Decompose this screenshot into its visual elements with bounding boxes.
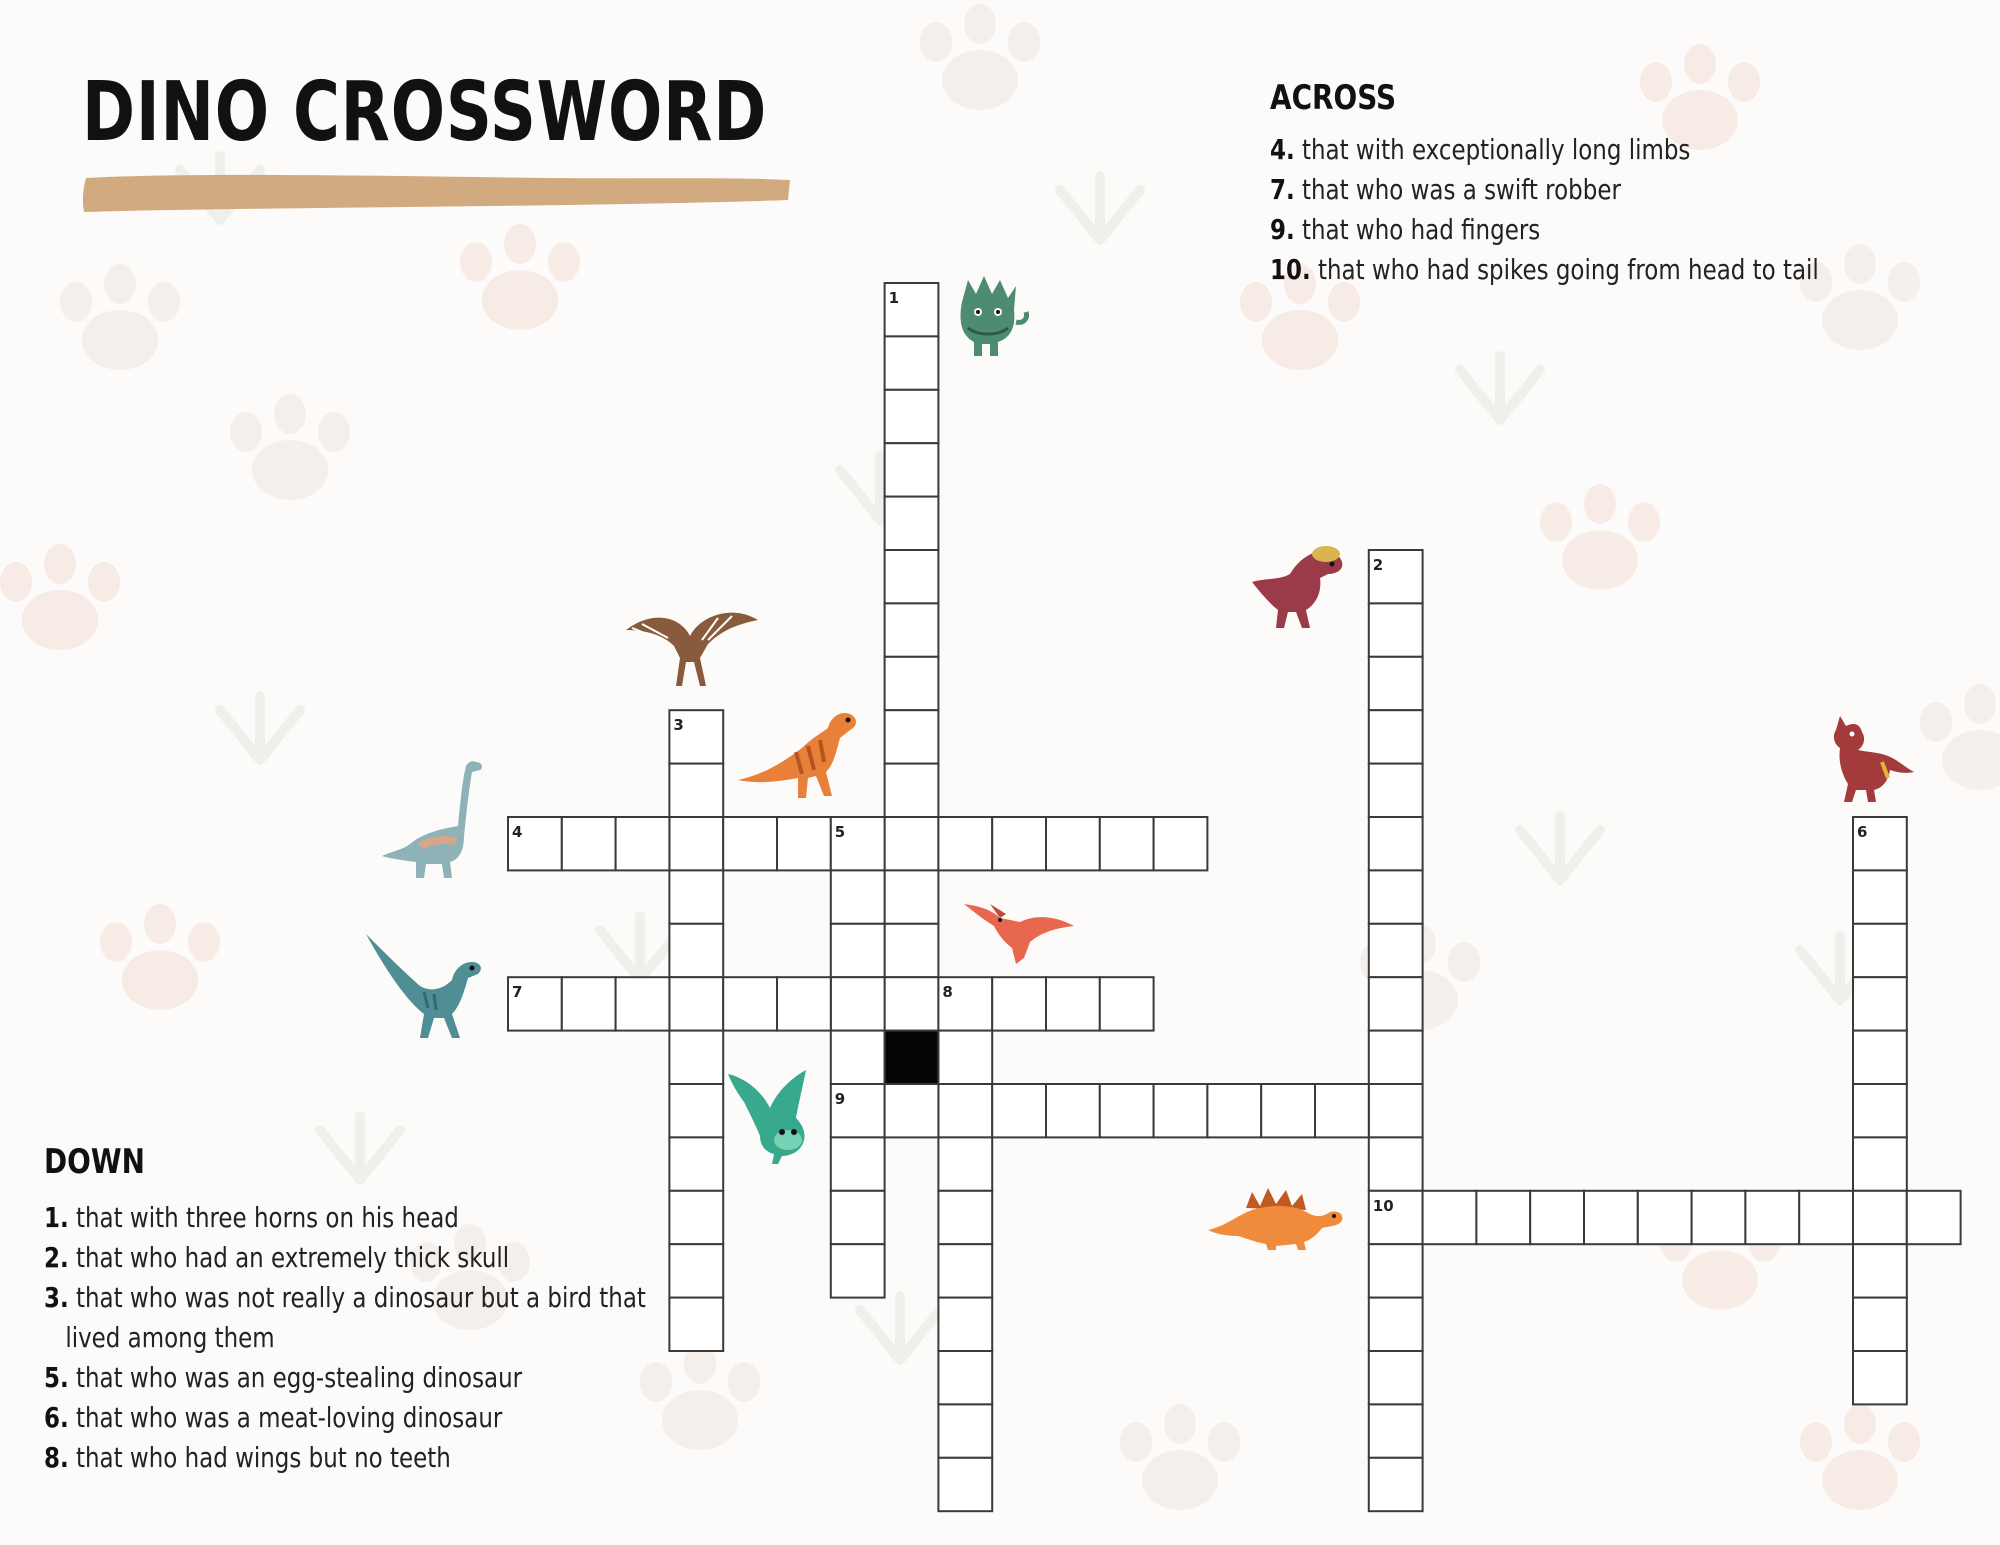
grid-cell[interactable] xyxy=(1100,817,1154,870)
grid-cell[interactable] xyxy=(1584,1191,1638,1244)
grid-cell[interactable] xyxy=(1853,1191,1907,1244)
page-title: DINO CROSSWORD xyxy=(82,65,768,160)
grid-cell[interactable] xyxy=(669,1137,723,1190)
clue-text: that with exceptionally long limbs xyxy=(1302,133,1691,166)
grid-cell[interactable] xyxy=(885,336,939,389)
grid-cell[interactable] xyxy=(1853,1298,1907,1351)
grid-cell[interactable] xyxy=(616,977,670,1030)
clue-number: 7. xyxy=(1270,173,1295,206)
grid-cell[interactable] xyxy=(992,977,1046,1030)
grid-cell[interactable] xyxy=(831,1244,885,1297)
archaeopteryx-icon xyxy=(622,600,762,692)
grid-cell[interactable] xyxy=(1853,1137,1907,1190)
velociraptor-icon xyxy=(364,930,490,1042)
grid-cell[interactable] xyxy=(1369,1404,1423,1457)
grid-cell[interactable] xyxy=(1261,1084,1315,1137)
grid-cell[interactable] xyxy=(1853,1244,1907,1297)
clue-number: 3. xyxy=(44,1281,69,1314)
clue-number: 6. xyxy=(44,1401,69,1434)
grid-cell[interactable] xyxy=(1369,1031,1423,1084)
grid-cell[interactable] xyxy=(616,817,670,870)
grid-cell[interactable] xyxy=(777,977,831,1030)
grid-cell[interactable] xyxy=(562,977,616,1030)
grid-cell[interactable] xyxy=(938,1404,992,1457)
grid-cell[interactable] xyxy=(1853,1351,1907,1404)
grid-cell[interactable] xyxy=(669,870,723,923)
grid-clue-number: 6 xyxy=(1857,823,1868,841)
grid-cell[interactable] xyxy=(938,1031,992,1084)
grid-cell[interactable] xyxy=(885,924,939,977)
grid-cell[interactable] xyxy=(885,550,939,603)
clue-text: that who was a swift robber xyxy=(1302,173,1621,206)
grid-cell[interactable] xyxy=(1369,657,1423,710)
grid-cell[interactable] xyxy=(938,1137,992,1190)
grid-cell[interactable] xyxy=(938,817,992,870)
grid-cell[interactable] xyxy=(1100,977,1154,1030)
clue-text: that with three horns on his head xyxy=(76,1201,459,1234)
grid-cell[interactable] xyxy=(1100,1084,1154,1137)
clue-text: that who was not really a dinosaur but a bird that xyxy=(76,1281,646,1314)
grid-cell[interactable] xyxy=(1369,710,1423,763)
grid-cell[interactable] xyxy=(669,1191,723,1244)
grid-cell[interactable] xyxy=(885,817,939,870)
grid-cell[interactable] xyxy=(938,1298,992,1351)
carnotaurus-icon xyxy=(1826,712,1916,804)
grid-cell[interactable] xyxy=(1907,1191,1961,1244)
clue-number: 8. xyxy=(44,1441,69,1474)
grid-cell[interactable] xyxy=(885,443,939,496)
grid-cell[interactable] xyxy=(1369,924,1423,977)
grid-cell[interactable] xyxy=(1369,603,1423,656)
grid-cell[interactable] xyxy=(1369,977,1423,1030)
grid-clue-number: 4 xyxy=(512,823,523,841)
grid-clue-number: 7 xyxy=(512,983,523,1002)
grid-cell[interactable] xyxy=(831,924,885,977)
grid-cell[interactable] xyxy=(1423,1191,1477,1244)
grid-cell[interactable] xyxy=(1369,1458,1423,1511)
grid-cell[interactable] xyxy=(938,1191,992,1244)
grid-clue-number: 10 xyxy=(1372,1196,1394,1215)
grid-clue-number: 5 xyxy=(834,823,846,841)
grid-cell[interactable] xyxy=(1369,1298,1423,1351)
pteranodon-icon xyxy=(960,898,1076,968)
grid-clue-number: 3 xyxy=(673,716,684,735)
grid-cell[interactable] xyxy=(1369,817,1423,870)
grid-clue-number: 8 xyxy=(942,983,953,1002)
clue-text: that who had wings but no teeth xyxy=(76,1441,451,1474)
grid-cell[interactable] xyxy=(1530,1191,1584,1244)
grid-cell[interactable] xyxy=(885,977,939,1030)
grid-cell[interactable] xyxy=(1369,870,1423,923)
oviraptor-icon xyxy=(736,708,866,802)
grid-cell[interactable] xyxy=(885,603,939,656)
grid-cell[interactable] xyxy=(669,924,723,977)
grid-cell[interactable] xyxy=(777,817,831,870)
grid-cell[interactable] xyxy=(1369,1351,1423,1404)
grid-cell[interactable] xyxy=(669,764,723,817)
grid-cell[interactable] xyxy=(885,764,939,817)
clue-text: lived among them xyxy=(65,1321,275,1354)
grid-cell[interactable] xyxy=(885,1084,939,1137)
grid-cell[interactable] xyxy=(1853,1084,1907,1137)
grid-cell[interactable] xyxy=(1154,817,1208,870)
grid-cell[interactable] xyxy=(885,497,939,550)
grid-cell[interactable] xyxy=(1369,1084,1423,1137)
down-heading: DOWN xyxy=(44,1142,145,1182)
grid-cell[interactable] xyxy=(1638,1191,1692,1244)
grid-cell[interactable] xyxy=(885,657,939,710)
across-heading: ACROSS xyxy=(1270,78,1397,118)
grid-cell[interactable] xyxy=(1369,764,1423,817)
grid-cell[interactable] xyxy=(669,817,723,870)
grid-clue-number: 9 xyxy=(834,1090,846,1108)
grid-cell[interactable] xyxy=(669,1084,723,1137)
grid-cell[interactable] xyxy=(938,1084,992,1137)
grid-cell[interactable] xyxy=(1799,1191,1853,1244)
clue-text: that who was a meat-loving dinosaur xyxy=(76,1401,503,1434)
grid-cell[interactable] xyxy=(723,817,777,870)
grid-cell[interactable] xyxy=(992,1084,1046,1137)
clue-number: 10. xyxy=(1270,253,1311,286)
grid-cell[interactable] xyxy=(1046,1084,1100,1137)
grid-cell[interactable] xyxy=(669,1244,723,1297)
grid-cell[interactable] xyxy=(562,817,616,870)
grid-cell[interactable] xyxy=(669,1031,723,1084)
clue-text: that who had spikes going from head to tail xyxy=(1317,253,1819,286)
grid-cell[interactable] xyxy=(1853,870,1907,923)
grid-clue-number: 1 xyxy=(888,289,900,307)
pachycephalosaurus-icon xyxy=(1250,540,1346,632)
grid-cell[interactable] xyxy=(1046,977,1100,1030)
grid-cell[interactable] xyxy=(831,1137,885,1190)
grid-clue-number: 2 xyxy=(1372,556,1384,574)
grid-cell[interactable] xyxy=(1853,1031,1907,1084)
grid-cell[interactable] xyxy=(938,1244,992,1297)
grid-cell[interactable] xyxy=(1692,1191,1746,1244)
grid-cell[interactable] xyxy=(1046,817,1100,870)
clue-text: that who was an egg-stealing dinosaur xyxy=(76,1361,523,1394)
grid-cell[interactable] xyxy=(831,977,885,1030)
grid-cell[interactable] xyxy=(1745,1191,1799,1244)
clue-text: that who had fingers xyxy=(1302,213,1541,246)
grid-cell[interactable] xyxy=(1154,1084,1208,1137)
grid-cell[interactable] xyxy=(885,710,939,763)
grid-cell[interactable] xyxy=(831,870,885,923)
grid-cell[interactable] xyxy=(723,977,777,1030)
grid-cell[interactable] xyxy=(938,1458,992,1511)
grid-cell[interactable] xyxy=(885,390,939,443)
stegosaurus-icon xyxy=(1206,1186,1346,1252)
grid-cell[interactable] xyxy=(885,870,939,923)
grid-cell[interactable] xyxy=(938,1351,992,1404)
grid-cell[interactable] xyxy=(1853,977,1907,1030)
grid-cell[interactable] xyxy=(1207,1084,1261,1137)
clue-number: 9. xyxy=(1270,213,1295,246)
grid-cell[interactable] xyxy=(831,1191,885,1244)
baby-pterosaur-icon xyxy=(726,1066,822,1166)
grid-cell[interactable] xyxy=(831,1031,885,1084)
grid-cell[interactable] xyxy=(1369,1137,1423,1190)
brachiosaurus-icon xyxy=(380,756,486,880)
clue-number: 5. xyxy=(44,1361,69,1394)
grid-cell[interactable] xyxy=(1315,1084,1369,1137)
grid-cell[interactable] xyxy=(1853,924,1907,977)
clue-text: that who had an extremely thick skull xyxy=(76,1241,510,1274)
grid-cell[interactable] xyxy=(669,977,723,1030)
grid-block xyxy=(885,1031,939,1084)
grid-cell[interactable] xyxy=(992,817,1046,870)
grid-cell[interactable] xyxy=(1369,1244,1423,1297)
clue-number: 1. xyxy=(44,1201,69,1234)
clue-number: 4. xyxy=(1270,133,1295,166)
grid-cell[interactable] xyxy=(1476,1191,1530,1244)
clue-number: 2. xyxy=(44,1241,69,1274)
grid-cell[interactable] xyxy=(669,1298,723,1351)
triceratops-icon xyxy=(950,272,1030,358)
